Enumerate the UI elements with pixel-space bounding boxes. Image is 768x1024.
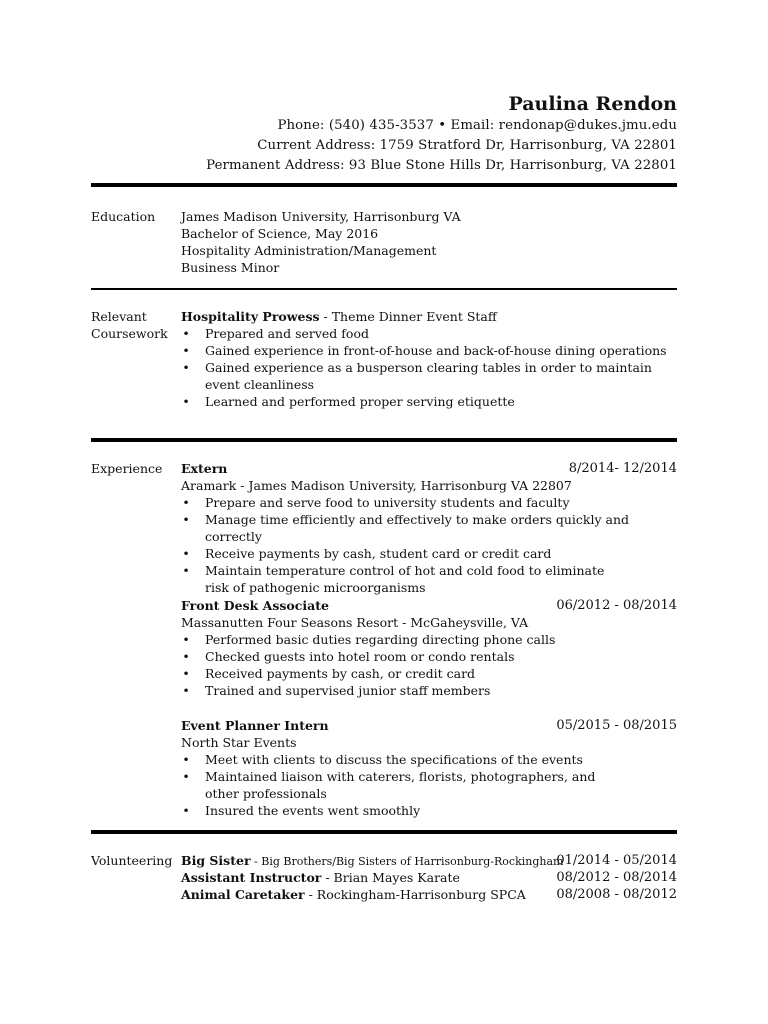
volunteer-role: Assistant Instructor xyxy=(181,870,322,885)
list-item xyxy=(181,511,677,545)
bullet-icon: • xyxy=(182,632,190,647)
coursework-content xyxy=(181,308,677,410)
bullet-text: Learned and performed proper serving etiquette xyxy=(205,394,515,409)
job-bullet-list xyxy=(181,631,677,699)
job-heading xyxy=(181,460,677,477)
bullet-text: Maintain temperature control of hot and cold food to eliminate risk of pathogenic microorganisms xyxy=(205,563,605,595)
bullet-text: Performed basic duties regarding directing phone calls xyxy=(205,632,556,647)
education-minor: Business Minor xyxy=(181,260,280,275)
volunteer-role: Big Sister xyxy=(181,853,251,868)
experience-label: Experience xyxy=(91,461,163,476)
bullet-icon: • xyxy=(182,394,190,409)
list-item xyxy=(181,342,677,359)
job-dates: 06/2012 - 08/2014 xyxy=(556,598,677,613)
volunteer-item xyxy=(181,886,677,903)
list-item xyxy=(181,562,677,596)
job-heading xyxy=(181,597,677,614)
bullet-icon: • xyxy=(182,769,190,784)
bullet-icon: • xyxy=(182,752,190,767)
volunteer-role: Animal Caretaker xyxy=(181,887,305,902)
coursework-label-line-1: Relevant xyxy=(91,309,147,324)
job-organization: North Star Events xyxy=(181,735,297,750)
coursework-section xyxy=(91,308,677,418)
bullet-text: Maintained liaison with caterers, florists, photographers, and other professionals xyxy=(205,769,596,801)
job-title: Front Desk Associate xyxy=(181,598,329,613)
job-dates: 8/2014- 12/2014 xyxy=(568,461,677,476)
job-dates: 05/2015 - 08/2015 xyxy=(556,718,677,733)
list-item xyxy=(181,393,677,410)
bullet-text: Meet with clients to discuss the specifications of the events xyxy=(205,752,583,767)
volunteer-item xyxy=(181,852,677,869)
volunteering-label: Volunteering xyxy=(91,853,173,868)
education-section xyxy=(91,208,677,280)
bullet-icon: • xyxy=(182,563,190,578)
bullet-icon: • xyxy=(182,326,190,341)
education-label: Education xyxy=(91,209,156,224)
bullet-text: Gained experience in front-of-house and back-of-house dining operations xyxy=(205,343,667,358)
bullet-icon: • xyxy=(182,512,190,527)
job-title: Event Planner Intern xyxy=(181,718,329,733)
volunteering-content xyxy=(181,852,677,903)
volunteer-org: - Rockingham-Harrisonburg SPCA xyxy=(304,887,526,902)
current-address: Current Address: 1759 Stratford Dr, Harrisonburg, VA 22801 xyxy=(257,138,677,153)
list-item xyxy=(181,325,677,342)
education-content xyxy=(181,208,677,276)
course-subtitle: - Theme Dinner Event Staff xyxy=(319,309,497,324)
course-title: Hospitality Prowess xyxy=(181,309,320,324)
course-heading xyxy=(181,308,677,325)
education-degree: Bachelor of Science, May 2016 xyxy=(181,226,379,241)
job-heading xyxy=(181,717,677,734)
job-bullet-list xyxy=(181,494,677,596)
list-item xyxy=(181,751,677,768)
coursework-label xyxy=(91,308,179,342)
bullet-text: Trained and supervised junior staff members xyxy=(205,683,491,698)
bullet-icon: • xyxy=(182,343,190,358)
volunteer-dates: 08/2008 - 08/2012 xyxy=(556,887,677,902)
list-item xyxy=(181,802,677,819)
bullet-text: Prepare and serve food to university students and faculty xyxy=(205,495,570,510)
experience-section xyxy=(91,460,677,825)
list-item xyxy=(181,545,677,562)
job-title: Extern xyxy=(181,461,228,476)
header-divider xyxy=(91,183,677,187)
job-organization: Massanutten Four Seasons Resort - McGaheysville, VA xyxy=(181,615,529,630)
list-item xyxy=(181,494,677,511)
coursework-bullet-list xyxy=(181,325,677,410)
volunteer-item xyxy=(181,869,677,886)
resume-header xyxy=(206,92,677,176)
education-divider xyxy=(91,288,677,290)
list-item xyxy=(181,631,677,648)
permanent-address: Permanent Address: 93 Blue Stone Hills Dr, Harrisonburg, VA 22801 xyxy=(206,158,677,173)
bullet-text: Checked guests into hotel room or condo rentals xyxy=(205,649,515,664)
bullet-icon: • xyxy=(182,803,190,818)
bullet-icon: • xyxy=(182,683,190,698)
coursework-label-line-2: Coursework xyxy=(91,326,168,341)
bullet-text: Prepared and served food xyxy=(205,326,369,341)
experience-divider xyxy=(91,830,677,834)
job-extern xyxy=(181,460,677,596)
contact-phone-email: Phone: (540) 435-3537 • Email: rendonap@dukes.jmu.edu xyxy=(277,118,677,133)
job-front-desk xyxy=(181,597,677,699)
job-organization: Aramark - James Madison University, Harrisonburg VA 22807 xyxy=(181,478,572,493)
list-item xyxy=(181,665,677,682)
bullet-text: Receive payments by cash, student card or credit card xyxy=(205,546,552,561)
candidate-name: Paulina Rendon xyxy=(508,93,677,115)
list-item xyxy=(181,359,677,393)
bullet-text: Gained experience as a busperson clearing tables in order to maintain event cleanliness xyxy=(205,360,652,392)
volunteer-org: - Brian Mayes Karate xyxy=(321,870,460,885)
bullet-icon: • xyxy=(182,546,190,561)
list-item xyxy=(181,768,677,802)
coursework-divider xyxy=(91,438,677,442)
education-major: Hospitality Administration/Management xyxy=(181,243,437,258)
bullet-icon: • xyxy=(182,495,190,510)
bullet-text: Manage time efficiently and effectively to make orders quickly and correctly xyxy=(205,512,630,544)
list-item xyxy=(181,648,677,665)
bullet-icon: • xyxy=(182,666,190,681)
volunteer-org: - Big Brothers/Big Sisters of Harrisonburg-Rockingham xyxy=(250,855,564,868)
volunteer-dates: 08/2012 - 08/2014 xyxy=(556,870,677,885)
bullet-icon: • xyxy=(182,360,190,375)
bullet-text: Received payments by cash, or credit card xyxy=(205,666,476,681)
volunteer-dates: 01/2014 - 05/2014 xyxy=(556,853,677,868)
volunteering-section xyxy=(91,852,677,906)
education-school: James Madison University, Harrisonburg VA xyxy=(181,209,461,224)
job-event-planner xyxy=(181,717,677,819)
job-bullet-list xyxy=(181,751,677,819)
bullet-icon: • xyxy=(182,649,190,664)
bullet-text: Insured the events went smoothly xyxy=(205,803,421,818)
list-item xyxy=(181,682,677,699)
